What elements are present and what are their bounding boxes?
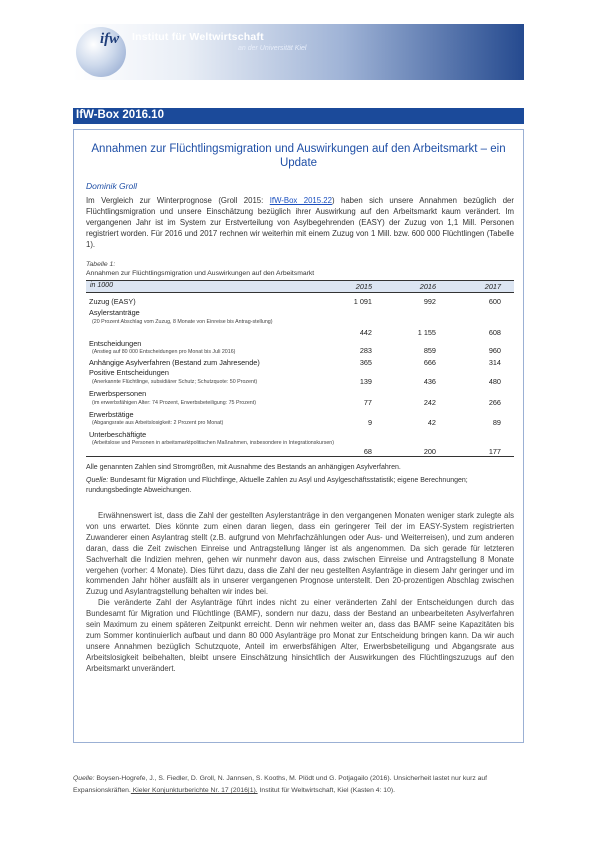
institute-subtitle: an der Universität Kiel: [238, 45, 307, 52]
body-paragraph: Die veränderte Zahl der Asylanträge führt indes nicht zu einer veränderten Zahl der Entscheidungen durch das Bundesamt für Migration und Flüchtlinge (BAMF), sondern nur dazu, dass der Bestand an unbearbeiteten Asylverfahren sein Maximum zu einem späteren Zeitpunkt erreicht. Denn wir nehmen weiter an, dass das BAMF seine Kapazitäten bis zum Sommer kontinuierlich aufbaut und dann 80 000 Asylanträge pro Monat zur Entscheidung bringen kann. Da wir auch unsere Annahmen bezüglich Schutzquote, Anteil im erwerbsfähigen Alter, Erwerbsbeteiligung und Abgangsrate aus Arbeitslosigkeit beibehalten, bleibt unsere Einschätzung hinsichtlich der Auswirkungen des Flüchtlingszuzugs auf den Arbeitsmarkt unverändert.: [86, 598, 514, 673]
cell: 600: [488, 297, 501, 306]
cell: 242: [423, 398, 436, 407]
table-row: [86, 368, 514, 389]
unit-label: in 1000: [90, 282, 113, 289]
table-row: [86, 358, 514, 368]
row-note: (Anstieg auf 80 000 Entscheidungen pro Monat bis Juli 2016): [92, 349, 236, 355]
cell: 314: [488, 358, 501, 367]
table-row: [86, 339, 514, 358]
cell: 283: [359, 346, 372, 355]
kkb-link[interactable]: Kieler Konjunkturberichte Nr. 17 (2016|1).: [130, 787, 258, 794]
bottom-source-label: Quelle:: [73, 775, 95, 782]
cell: 960: [488, 346, 501, 355]
row-note: (Arbeitslose und Personen in arbeitsmarktpolitischen Maßnahmen, insbesondere in Integrationskursen): [92, 440, 335, 446]
table-bottom-rule: [86, 456, 514, 457]
cell: 859: [423, 346, 436, 355]
cell: 139: [359, 377, 372, 386]
box-label: IfW-Box 2016.10: [76, 109, 164, 121]
institute-name: Institut für Weltwirtschaft: [132, 31, 264, 43]
table-1: [86, 260, 514, 457]
table-row: [86, 410, 514, 430]
source-text: Bundesamt für Migration und Flüchtlinge, Aktuelle Zahlen zu Asyl und Asylgeschäftsstatistik; eigene Berechnungen; rundungsbedingte Abweichungen.: [86, 477, 468, 494]
author: Dominik Groll: [86, 181, 138, 191]
ifw-logo: ifw: [100, 31, 120, 47]
cell: 200: [423, 447, 436, 456]
cell: 1 091: [353, 297, 372, 306]
cell: 9: [367, 418, 372, 427]
box-label-bar: [73, 108, 524, 124]
bottom-source-text: Boysen-Hogrefe, J., S. Fiedler, D. Groll, N. Jannsen, S. Kooths, M. Plödt und G. Potjagailo (2016). Unsicherheit lastet nur kurz auf Expansionskräften.: [73, 775, 488, 794]
intro-text-start: Im Vergleich zur Winterprognose (Groll 2015:: [86, 196, 270, 205]
cell: 365: [359, 358, 372, 367]
table-row: [86, 430, 514, 457]
table-footnote: Alle genannten Zahlen sind Stromgrößen, mit Ausnahme des Bestands an anhängigen Asylverfahren.: [86, 464, 401, 471]
row-label: Unterbeschäftigte: [89, 430, 147, 439]
year-header: 2015: [355, 282, 372, 291]
cell: 89: [492, 418, 501, 427]
intro-text-end: ) haben sich unsere Annahmen bezüglich der Flüchtlingsmigration und unsere Einschätzung bezüglich ihrer Auswirkung auf den Arbeitsmarkt kaum verändert. Im vergangenen Jahr ist im System zur Erstverteilung von Asylbegehrenden (EASY) der Zuzug von 1,1 Mill. Personen registriert worden. Für 2016 und 2017 rechnen wir weiterhin mit einem Zuzug von 1 Mill. bzw. 600 000 Flüchtlingen (Tabelle 1).: [86, 196, 514, 250]
row-label: Zuzug (EASY): [89, 297, 136, 306]
row-label: Entscheidungen: [89, 339, 142, 348]
bottom-source-text-end: Institut für Weltwirtschaft, Kiel (Kasten 4: 10).: [257, 787, 396, 794]
table-source: [86, 476, 514, 496]
cell: 68: [363, 447, 372, 456]
table-subtitle: Annahmen zur Flüchtlingsmigration und Auswirkungen auf den Arbeitsmarkt: [86, 270, 315, 277]
table-row: [86, 296, 514, 308]
table-row: [86, 389, 514, 410]
cell: 42: [427, 418, 436, 427]
row-label: Positive Entscheidungen: [89, 368, 169, 377]
table-row: [86, 308, 514, 339]
cell: 480: [488, 377, 501, 386]
row-label: Erwerbspersonen: [89, 389, 147, 398]
cell: 266: [488, 398, 501, 407]
cell: 77: [363, 398, 372, 407]
row-label: Erwerbstätige: [89, 410, 134, 419]
cell: 992: [423, 297, 436, 306]
row-note: (20 Prozent Abschlag vom Zuzug, 8 Monate von Einreise bis Antrag-stellung): [92, 319, 273, 325]
year-header: 2016: [419, 282, 436, 291]
row-note: (Abgangsrate aus Arbeitslosigkeit: 2 Prozent pro Monat): [92, 420, 224, 426]
body-text: [86, 511, 514, 675]
body-paragraph: Erwähnenswert ist, dass die Zahl der gestellten Asylerstanträge in den vergangenen Monaten weniger stark zulegte als von uns erwartet. Dies könnte zum einen daran liegen, dass ein geringerer Teil der im EASY-System registrierten Zuwanderer einen Asylantrag stellt (z.B. aufgrund von Mehrfachzählungen oder Aus- und Weiterreisen), und zum anderen daran, dass die Zeit zwischen Einreise und Antragstellung länger ist als angenommen. Da sich gerade für letzteren Sachverhalt die Indizien mehren, gehen wir nunmehr davon aus, dass zwischen Einreise und Antragstellung 8 Monate vergehen (vorher: 4 Monate). Dies führt dazu, dass die Zahl der neu gestellten Asylanträge in diesem Jahr geringer und im kommenden Jahr höher ausfällt als in unserer vergangenen Prognose unterstellt. Den 20-prozentigen Abschlag zwischen Zuzug und Asylantragstellung behalten wir indes bei.: [86, 511, 514, 597]
bottom-source: [73, 773, 524, 797]
row-label: Anhängige Asylverfahren (Bestand zum Jahresende): [89, 358, 260, 367]
cell: 1 155: [417, 328, 436, 337]
row-note: (Anerkannte Flüchtlinge, subsidiärer Schutz; Schutzquote: 50 Prozent): [92, 379, 258, 385]
ifw-box-link[interactable]: IfW-Box 2015.22: [269, 196, 332, 205]
cell: 177: [488, 447, 501, 456]
source-label: Quelle:: [86, 477, 109, 484]
intro-paragraph: [86, 195, 514, 250]
table-header: [86, 280, 514, 293]
row-note: (im erwerbsfähigen Alter: 74 Prozent, Erwerbsbeteiligung: 75 Prozent): [92, 400, 256, 406]
row-label: Asylerstanträge: [89, 308, 140, 317]
table-caption: Tabelle 1:: [86, 261, 116, 268]
cell: 442: [359, 328, 372, 337]
year-header: 2017: [484, 282, 501, 291]
box-title: Annahmen zur Flüchtlingsmigration und Auswirkungen auf den Arbeitsmarkt – ein Update: [91, 143, 506, 169]
cell: 608: [488, 328, 501, 337]
cell: 436: [423, 377, 436, 386]
cell: 666: [423, 358, 436, 367]
